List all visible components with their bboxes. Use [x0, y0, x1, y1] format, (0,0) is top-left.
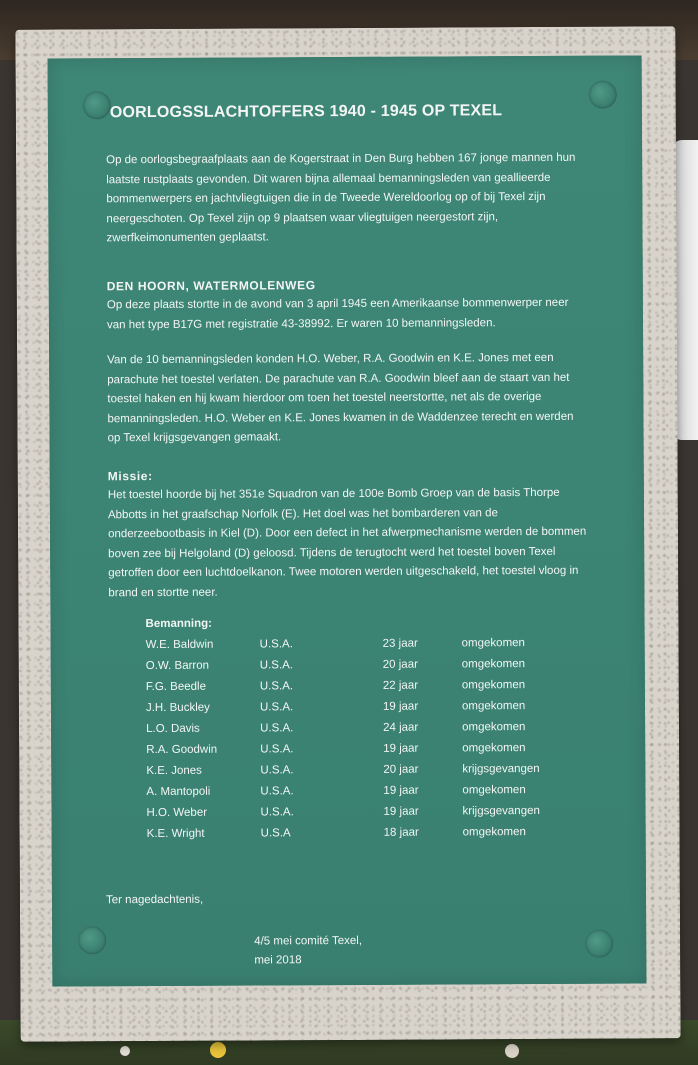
crew-status: omgekomen: [461, 679, 526, 692]
mission-heading: Missie:: [107, 469, 153, 484]
crew-age: 24 jaar: [383, 721, 419, 734]
crew-name: H.O. Weber: [146, 806, 208, 820]
crew-status: omgekomen: [461, 658, 526, 671]
yellow-flower: [210, 1042, 226, 1058]
mission-paragraph: Het toestel hoorde bij het 351e Squadron van de 100e Bomb Groep van de basis Thorpe Abbotts in het graafschap Norfolk (E). Het doel was het bombarderen van de onderzeebootbasis in Kiel (D). Door een defect in het afwerpmechanisme werden de bommen boven zee bij Helgoland (D) geloosd. Tijdens de terugtocht werd het toestel boven Texel getroffen door een luchtdoelkanon. Twee motoren werden uitgeschakeld, het toestel vloog in brand en stortte neer.: [107, 486, 587, 599]
memorial-text: Ter nagedachtenis,: [105, 893, 204, 907]
screw-top-left: [83, 91, 111, 119]
crew-row: [146, 784, 586, 806]
crew-age: 22 jaar: [382, 679, 419, 692]
committee-text: 4/5 mei comité Texel,: [254, 934, 363, 948]
crew-name: A. Mantopoli: [146, 785, 211, 799]
crew-heading: Bemanning:: [145, 617, 213, 631]
screw-bottom-right: [585, 930, 613, 958]
crew-status: omgekomen: [462, 826, 526, 839]
crew-country: U.S.A.: [259, 701, 294, 714]
crew-row: [146, 679, 586, 701]
crew-country: U.S.A.: [260, 806, 294, 819]
crew-country: U.S.A.: [260, 764, 294, 777]
crew-country: U.S.A.: [260, 722, 294, 735]
plaque-title: OORLOGSSLACHTOFFERS 1940 - 1945 OP TEXEL: [109, 102, 503, 122]
crew-age: 19 jaar: [383, 784, 419, 797]
crew-status: omgekomen: [462, 742, 526, 755]
crew-country: U.S.A: [260, 827, 291, 840]
crew-row: [146, 805, 586, 827]
crew-row: [146, 637, 586, 659]
crew-name: R.A. Goodwin: [146, 743, 218, 757]
crew-status: krijgsgevangen: [462, 804, 540, 818]
crew-name: K.E. Wright: [146, 827, 205, 841]
crew-status: omgekomen: [461, 637, 525, 650]
crew-age: 18 jaar: [383, 826, 419, 839]
memorial-plaque: [48, 55, 647, 986]
crew-name: K.E. Jones: [146, 764, 202, 778]
crew-country: U.S.A.: [260, 785, 294, 798]
white-flower: [505, 1044, 519, 1058]
white-flower: [120, 1046, 130, 1056]
location-paragraph: Op deze plaats stortte in de avond van 3 april 1945 een Amerikaanse bommenwerper neer van het type B17G met registratie 43-38992. Er waren 10 bemanningsleden.: [106, 296, 569, 331]
crew-age: 20 jaar: [383, 763, 419, 776]
crew-status: omgekomen: [462, 784, 526, 797]
crew-row: [146, 742, 586, 764]
crew-status: omgekomen: [462, 721, 526, 734]
crew-name: L.O. Davis: [146, 722, 200, 736]
crew-age: 23 jaar: [382, 637, 418, 650]
screw-top-right: [589, 81, 617, 109]
crew-row: [146, 763, 586, 785]
crew-status: krijgsgevangen: [462, 762, 540, 776]
crew-age: 20 jaar: [382, 658, 418, 671]
crew-age: 19 jaar: [383, 805, 419, 818]
crew-age: 19 jaar: [383, 742, 419, 755]
crew-story-paragraph: Van de 10 bemanningsleden konden H.O. Weber, R.A. Goodwin en K.E. Jones met een parachute het toestel verlaten. De parachute van R.A. Goodwin bleef aan de staart van het toestel haken en hij kwam hierdoor om toen het toestel neerstortte, net als de overige bemanningsleden. H.O. Weber en K.E. Jones kwamen in de Waddenzee terecht en werden op Texel krijgsgevangen gemaakt.: [107, 351, 574, 445]
crew-country: U.S.A.: [260, 743, 294, 756]
crew-country: U.S.A.: [259, 659, 294, 672]
date-text: mei 2018: [254, 954, 302, 967]
crew-name: J.H. Buckley: [145, 701, 210, 715]
crew-name: O.W. Barron: [145, 659, 210, 673]
crew-country: U.S.A.: [259, 638, 293, 651]
intro-paragraph: Op de oorlogsbegraafplaats aan de Kogerstraat in Den Burg hebben 167 jonge mannen hun laatste rustplaats gevonden. Dit waren bijna allemaal bemanningsleden van geallieerde bommenwerpers en jachtvliegtuigen die in de Tweede Wereldoorlog op of bij Texel zijn neergeschoten. Op Texel zijn op 9 plaatsen waar vliegtuigen neergestort zijn, zwerfkeimonumenten geplaatst.: [106, 151, 576, 245]
crew-row: [146, 658, 586, 680]
crew-country: U.S.A.: [259, 680, 294, 693]
crew-row: [146, 721, 586, 743]
crew-status: omgekomen: [461, 700, 526, 713]
crew-row: [146, 700, 586, 722]
location-heading: DEN HOORN, WATERMOLENWEG: [106, 278, 316, 294]
crew-name: W.E. Baldwin: [145, 638, 214, 652]
crew-name: F.G. Beedle: [145, 680, 206, 694]
screw-bottom-left: [78, 926, 106, 954]
crew-age: 19 jaar: [382, 700, 419, 713]
crew-row: [147, 826, 587, 848]
